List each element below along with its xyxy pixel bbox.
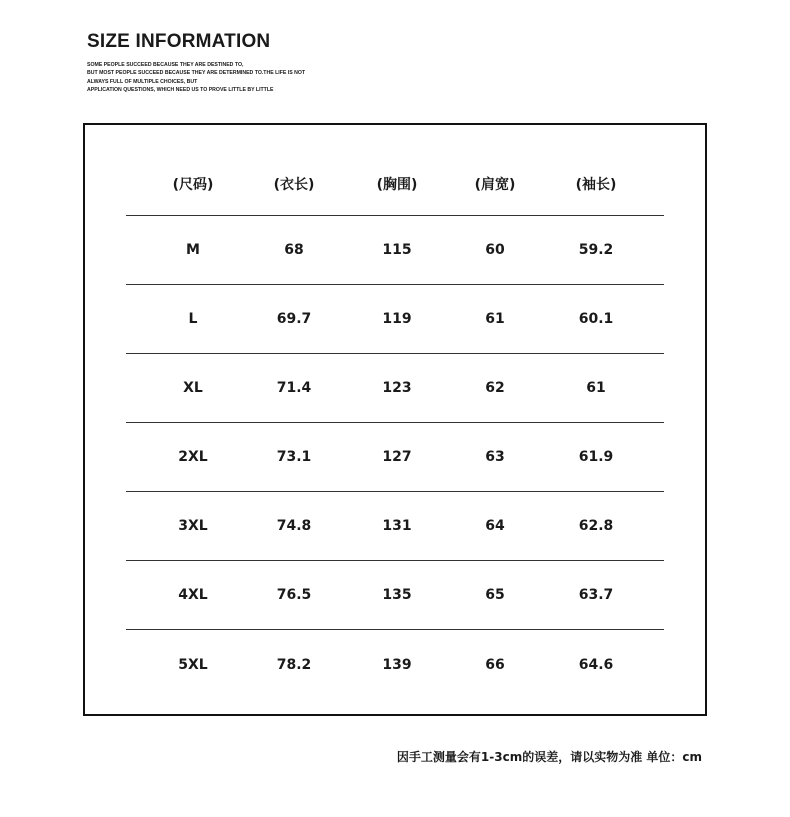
table-cell: 119 bbox=[382, 311, 412, 327]
measurement-footnote: 因手工测量会有1-3cm的误差，请以实物为准 单位：cm bbox=[396, 750, 702, 764]
table-cell: 62 bbox=[485, 380, 505, 396]
subtitle-line: ALWAYS FULL OF MULTIPLE CHOICES, BUT bbox=[87, 78, 198, 85]
table-cell: 73.1 bbox=[276, 449, 312, 465]
table-cell: 4XL bbox=[178, 587, 208, 603]
table-cell: 139 bbox=[382, 656, 412, 673]
column-header-chest: (胸围) bbox=[376, 177, 418, 193]
table-cell: 66 bbox=[485, 656, 505, 673]
table-row bbox=[126, 561, 664, 630]
table-cell: 63 bbox=[485, 449, 505, 465]
table-cell: 127 bbox=[382, 449, 412, 465]
table-row bbox=[126, 492, 664, 561]
subtitle-line: APPLICATION QUESTIONS, WHICH NEED US TO PROVE LITTLE BY LITTLE bbox=[87, 86, 274, 93]
table-cell: 64 bbox=[485, 518, 505, 534]
table-cell: 123 bbox=[382, 380, 412, 396]
table-cell: 64.6 bbox=[578, 656, 614, 673]
size-table bbox=[126, 146, 664, 699]
table-row bbox=[126, 285, 664, 354]
table-cell: 59.2 bbox=[578, 242, 614, 258]
table-header-row bbox=[126, 146, 664, 216]
table-cell: 61.9 bbox=[578, 449, 614, 465]
table-row bbox=[126, 354, 664, 423]
column-header-sleeve: (袖长) bbox=[575, 177, 617, 193]
table-cell: 71.4 bbox=[276, 380, 312, 396]
table-cell: 74.8 bbox=[276, 518, 312, 534]
table-cell: 60.1 bbox=[578, 311, 614, 327]
table-cell: L bbox=[188, 311, 198, 327]
subtitle-line: SOME PEOPLE SUCCEED BECAUSE THEY ARE DESTINED TO, bbox=[87, 62, 244, 68]
table-cell: 69.7 bbox=[276, 311, 312, 327]
table-cell: 61 bbox=[586, 380, 606, 396]
table-cell: 65 bbox=[485, 587, 505, 603]
table-cell: 2XL bbox=[178, 449, 208, 465]
table-cell: 3XL bbox=[178, 518, 208, 534]
table-row bbox=[126, 423, 664, 492]
table-cell: 68 bbox=[284, 242, 304, 258]
table-cell: XL bbox=[183, 380, 203, 396]
table-cell: M bbox=[186, 242, 200, 258]
table-cell: 60 bbox=[485, 242, 505, 258]
table-cell: 135 bbox=[382, 587, 412, 603]
table-cell: 5XL bbox=[178, 656, 208, 673]
table-cell: 62.8 bbox=[578, 518, 614, 534]
table-cell: 115 bbox=[382, 242, 412, 258]
column-header-shoulder: (肩宽) bbox=[474, 177, 516, 193]
page-title: SIZE INFORMATION bbox=[87, 31, 271, 52]
subtitle-line: BUT MOST PEOPLE SUCCEED BECAUSE THEY ARE DETERMINED TO.THE LIFE IS NOT bbox=[87, 70, 306, 77]
table-cell: 131 bbox=[382, 518, 412, 534]
table-row bbox=[126, 216, 664, 285]
table-cell: 78.2 bbox=[276, 656, 312, 673]
subtitle-text bbox=[87, 61, 347, 94]
column-header-length: (衣长) bbox=[273, 177, 315, 193]
table-row bbox=[126, 630, 664, 699]
table-cell: 61 bbox=[485, 311, 505, 327]
table-cell: 63.7 bbox=[578, 587, 614, 603]
column-header-size: (尺码) bbox=[172, 177, 214, 193]
table-cell: 76.5 bbox=[276, 587, 312, 603]
